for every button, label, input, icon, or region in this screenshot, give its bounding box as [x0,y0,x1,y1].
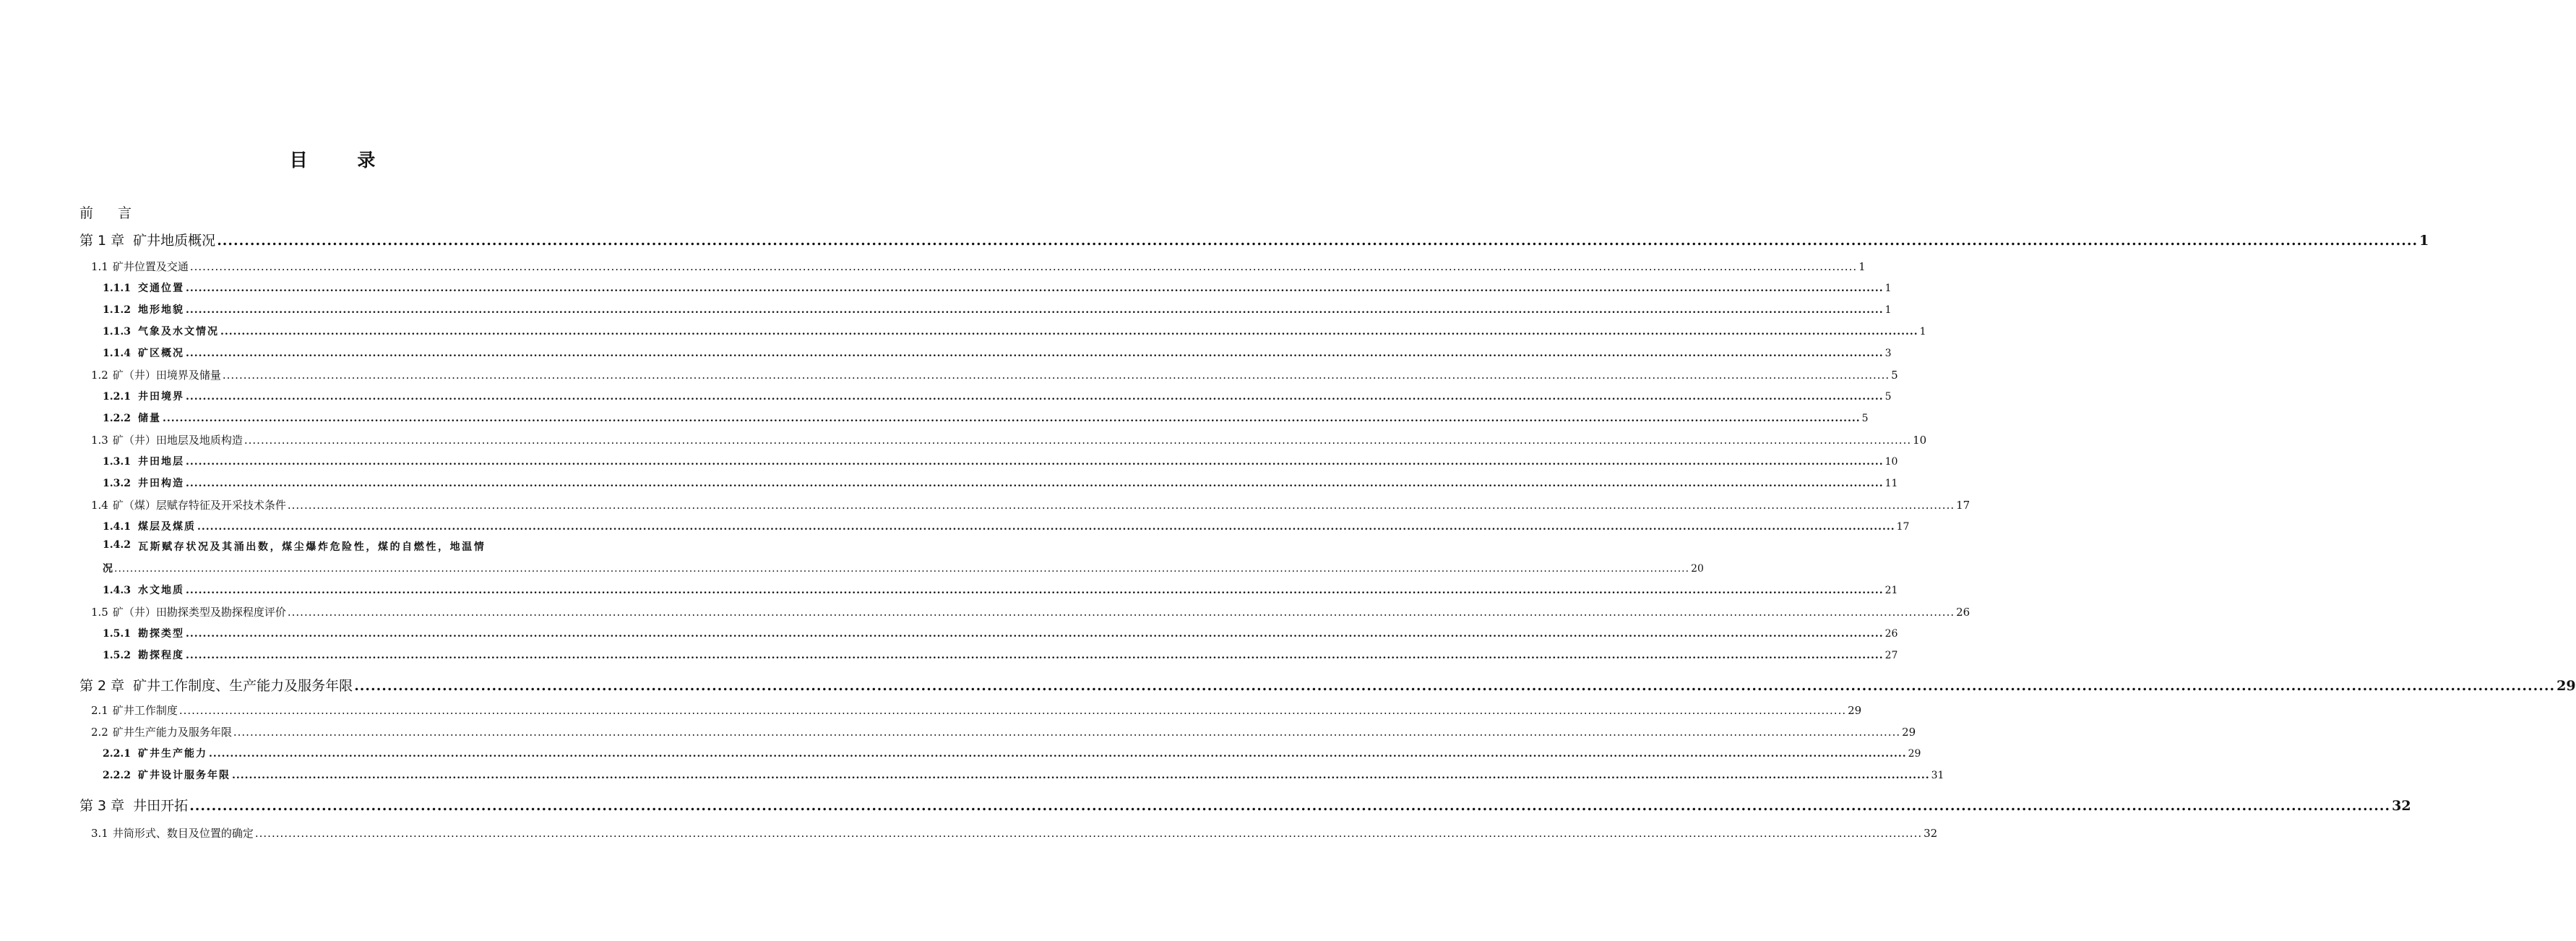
toc-entry-number: 1.2 [91,369,108,382]
toc-entry-number: 1.1 [91,260,108,273]
toc-entry-page: 1 [1858,260,1866,273]
toc-entry-title-cont: 况 [103,563,113,575]
toc-entry-page: 5 [1884,391,1892,403]
toc-entry-title: 气象及水文情况 [137,326,219,338]
toc-entry-title: 矿井生产能力 [137,748,207,760]
toc-entry[interactable] [103,626,1898,640]
toc-entry-page: 1 [1884,304,1892,316]
toc-entry-number: 第 3 章 [79,798,125,814]
toc-entry[interactable] [91,259,1866,274]
toc-leader: ................................................................................................................................................................................................................................................................................................................................................................................................................ [185,456,1884,468]
toc-leader: ................................................................................................................................................................................................................................................................................................................................................................................................................ [354,678,2556,694]
toc-entry-page: 10 [1884,456,1898,468]
toc-entry-page: 21 [1884,585,1898,596]
toc-entry-number: 2.2.1 [103,748,131,760]
toc-entry-title: 井筒形式、数目及位置的确定 [112,827,254,840]
toc-entry-title: 井田开拓 [133,798,189,814]
toc-leader: ................................................................................................................................................................................................................................................................................................................................................................................................................ [185,478,1884,489]
toc-entry-number: 1.5.1 [103,628,131,640]
toc-leader: ................................................................................................................................................................................................................................................................................................................................................................................................................ [185,650,1884,661]
toc-entry-number: 1.2.2 [103,413,131,424]
toc-entry-title: 瓦斯赋存状况及其涌出数，煤尘爆炸危险性，煤的自燃性，地温情 [137,541,486,553]
toc-entry-page: 32 [1924,827,1938,840]
toc-entry[interactable] [91,825,1938,841]
toc-entry[interactable] [91,724,1916,739]
toc-leader: ................................................................................................................................................................................................................................................................................................................................................................................................................ [220,326,1918,338]
toc-leader: ................................................................................................................................................................................................................................................................................................................................................................................................................ [254,827,1923,840]
toc-entry-number: 1.3.2 [103,478,131,489]
toc-leader: ................................................................................................................................................................................................................................................................................................................................................................................................................ [222,369,1890,382]
toc-entry[interactable] [91,497,1970,512]
toc-entry-title: 矿井生产能力及服务年限 [112,726,232,739]
toc-entry-number: 1.5 [91,606,108,619]
toc-entry-page: 29 [1908,748,1921,760]
toc-entry-number: 1.4.1 [103,521,131,533]
toc-entry-title: 交通位置 [137,283,184,294]
toc-entry[interactable] [103,583,1898,597]
toc-entry-page: 1 [1919,326,1926,338]
toc-entry-title: 矿井位置及交通 [112,260,189,273]
toc-leader: ................................................................................................................................................................................................................................................................................................................................................................................................................ [208,748,1907,760]
toc-entry-number: 2.2.2 [103,770,131,781]
toc-entry-page: 29 [1902,726,1916,739]
toc-entry-title: 井田境界 [137,391,184,403]
toc-entry[interactable] [103,539,1704,575]
toc-entry-number: 3.1 [91,827,108,840]
toc-leader: ................................................................................................................................................................................................................................................................................................................................................................................................................ [287,606,1955,619]
toc-entry-title: 井田地层 [137,456,184,468]
toc-entry-number: 1.2.1 [103,391,131,403]
toc-entry-number: 2.1 [91,704,108,717]
toc-entry[interactable] [103,746,1921,760]
toc-entry-number: 1.1.4 [103,348,131,359]
page-title: 目 录 [289,150,397,171]
toc-entry-title: 矿（井）田勘探类型及勘探程度评价 [112,606,286,619]
toc-entry[interactable] [103,454,1898,468]
toc-entry[interactable] [79,230,2429,249]
toc-leader: ................................................................................................................................................................................................................................................................................................................................................................................................................ [217,233,2418,249]
toc-entry[interactable] [103,411,1869,425]
toc-entry-title: 矿（井）田境界及储量 [112,369,221,382]
toc-leader: ................................................................................................................................................................................................................................................................................................................................................................................................................ [189,260,1858,273]
toc-entry-page: 1 [2419,233,2429,249]
toc-entry-page: 32 [2392,798,2411,814]
toc-entry-title: 矿（井）田地层及地质构造 [112,434,243,447]
toc-entry-title: 勘探程度 [137,650,184,661]
toc-entry-number: 1.4.2 [103,539,131,551]
toc-entry-number: 1.3.1 [103,456,131,468]
toc-entry[interactable] [103,324,1926,338]
toc-entry[interactable] [91,432,1927,447]
toc-leader: ................................................................................................................................................................................................................................................................................................................................................................................................................ [231,770,1930,781]
toc-entry-title: 地形地貌 [137,304,184,316]
toc-leader: ................................................................................................................................................................................................................................................................................................................................................................................................................ [189,798,2391,814]
toc-entry[interactable] [91,367,1898,382]
toc-leader: ................................................................................................................................................................................................................................................................................................................................................................................................................ [185,304,1884,316]
toc-entry-title: 矿井地质概况 [133,233,216,249]
toc-entry-number: 1.1.2 [103,304,131,316]
toc-entry-number: 1.3 [91,434,108,447]
toc-entry-title: 煤层及煤质 [137,521,196,533]
toc-entry-number: 1.5.2 [103,650,131,661]
toc-entry-title: 矿井设计服务年限 [137,770,231,781]
toc-entry-page: 10 [1913,434,1927,447]
toc-entry-title: 矿井工作制度 [112,704,178,717]
toc-entry-title: 矿（煤）层赋存特征及开采技术条件 [112,499,286,512]
toc-entry-number: 1.1.3 [103,326,131,338]
toc-entry-title: 储量 [137,413,161,424]
toc-leader: ................................................................................................................................................................................................................................................................................................................................................................................................................ [185,585,1884,596]
toc-entry[interactable] [79,675,2576,695]
toc-preface: 前 言 [79,205,142,221]
toc-leader: ................................................................................................................................................................................................................................................................................................................................................................................................................ [197,521,1895,533]
toc-entry-page: 20 [1691,563,1704,575]
toc-entry-title: 勘探类型 [137,628,184,640]
toc-entry[interactable] [103,648,1898,662]
toc-entry[interactable] [91,702,1862,718]
toc-entry[interactable] [79,795,2411,815]
toc-entry-title: 水文地质 [137,585,184,596]
toc-leader: ................................................................................................................................................................................................................................................................................................................................................................................................................ [244,434,1912,447]
toc-leader: ................................................................................................................................................................................................................................................................................................................................................................................................................ [114,563,1690,575]
toc-entry-page: 26 [1956,606,1970,619]
toc-leader: ................................................................................................................................................................................................................................................................................................................................................................................................................ [185,283,1884,294]
toc-entry-page: 17 [1956,499,1970,512]
toc-entry-number: 2.2 [91,726,108,739]
toc-entry-number: 1.4 [91,499,108,512]
toc-entry-page: 31 [1931,770,1944,781]
toc-leader: ................................................................................................................................................................................................................................................................................................................................................................................................................ [233,726,1901,739]
toc-entry[interactable] [103,389,1892,403]
toc-entry-number: 1.1.1 [103,283,131,294]
toc-entry-page: 3 [1884,348,1892,359]
toc-entry-page: 11 [1884,478,1898,489]
toc-leader: ................................................................................................................................................................................................................................................................................................................................................................................................................ [178,704,1847,717]
toc-leader: ................................................................................................................................................................................................................................................................................................................................................................................................................ [162,413,1861,424]
toc-leader: ................................................................................................................................................................................................................................................................................................................................................................................................................ [185,348,1884,359]
toc-leader: ................................................................................................................................................................................................................................................................................................................................................................................................................ [185,391,1884,403]
toc-entry-number: 第 2 章 [79,678,125,694]
toc-entry-title: 矿井工作制度、生产能力及服务年限 [133,678,353,694]
toc-entry-page: 29 [1848,704,1862,717]
toc-entry[interactable] [103,280,1892,295]
toc-entry-page: 27 [1884,650,1898,661]
toc-leader: ................................................................................................................................................................................................................................................................................................................................................................................................................ [185,628,1884,640]
toc-entry[interactable] [103,302,1892,317]
toc-entry[interactable] [103,768,1944,782]
toc-entry-page: 29 [2556,678,2576,694]
toc-entry[interactable] [91,604,1970,619]
toc-entry-page: 1 [1884,283,1892,294]
toc-entry[interactable] [103,345,1892,360]
toc-leader: ................................................................................................................................................................................................................................................................................................................................................................................................................ [287,499,1955,512]
toc-entry-page: 26 [1884,628,1898,640]
toc-entry-page: 5 [1891,369,1898,382]
toc-entry-title: 井田构造 [137,478,184,489]
toc-entry-number: 第 1 章 [79,233,125,249]
toc-entry-page: 17 [1896,521,1910,533]
toc-entry-page: 5 [1861,413,1869,424]
toc-entry[interactable] [103,519,1910,533]
toc-entry-title: 矿区概况 [137,348,184,359]
toc-entry[interactable] [103,476,1898,490]
toc-entry-number: 1.4.3 [103,585,131,596]
